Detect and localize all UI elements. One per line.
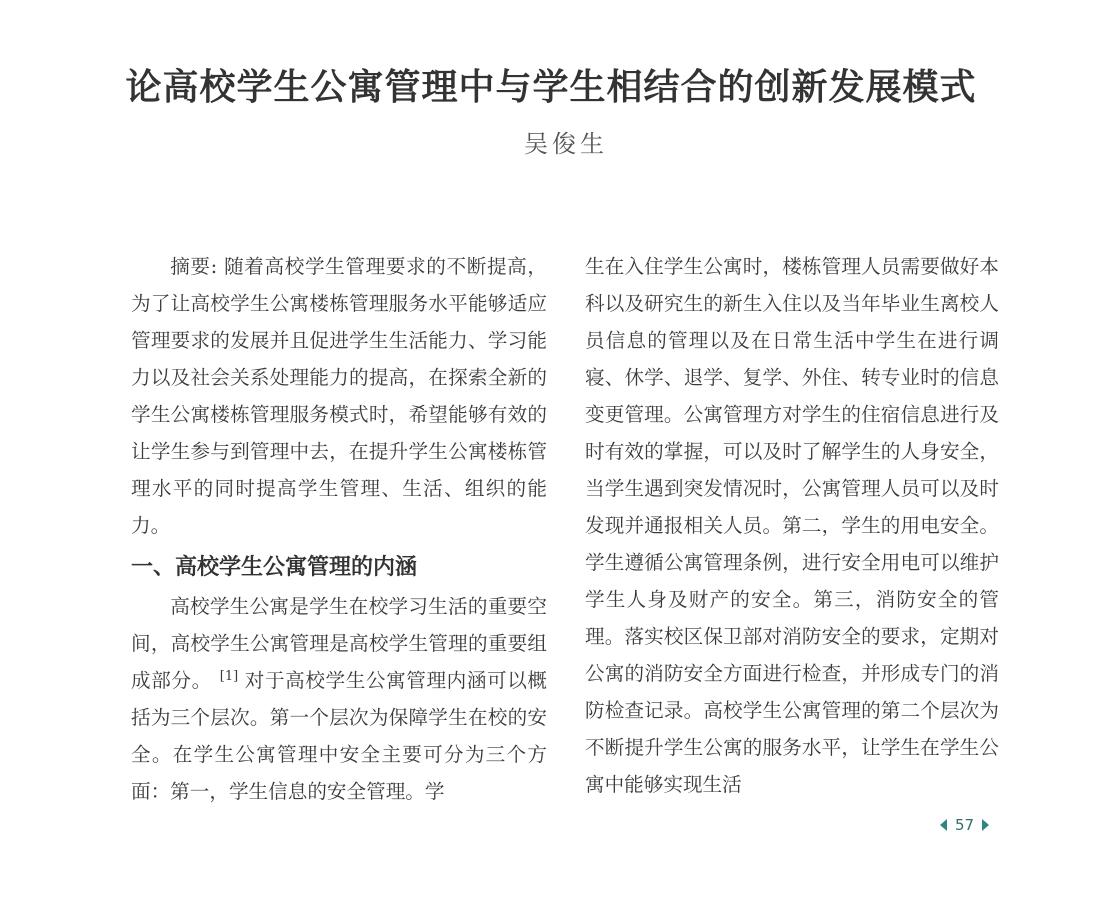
paragraph-text: 高校学生公寓是学生在校学习生活的重要空间，高校学生公寓管理是高校学生管理的重要组成部分。 [131, 595, 547, 692]
body-paragraph-continued: 生在入住学生公寓时，楼栋管理人员需要做好本科以及研究生的新生入住以及当年毕业生离校人员信息的管理以及在日常生活中学生在进行调寝、休学、退学、复学、外住、转专业时的信息变更管理。公寓管理方对学生的住宿信息进行及时有效的掌握，可以及时了解学生的人身安全，当学生遇到突发情况时，公寓管理人员可以及时发现并通报相关人员。第二，学生的用电安全。学生遵循公寓管理条例，进行安全用电可以维护学生人身及财产的安全。第三，消防安全的管理。落实校区保卫部对消防安全的要求，定期对公寓的消防安全方面进行检查，并形成专门的消防检查记录。高校学生公寓管理的第二个层次为不断提升学生公寓的服务水平，让学生在学生公寓中能够实现生活 [585, 255, 999, 796]
page-number: 57 [955, 816, 975, 834]
citation-reference[interactable]: [1] [219, 669, 239, 684]
right-column [585, 248, 999, 803]
previous-page-icon[interactable] [940, 819, 947, 831]
body-paragraph [131, 588, 547, 810]
left-column [131, 248, 547, 810]
next-page-icon[interactable] [982, 819, 989, 831]
paragraph-text: 对于高校学生公寓管理内涵可以概括为三个层次。第一个层次为保障学生在校的安全。在学生公寓管理中安全主要可分为三个方面：第一，学生信息的安全管理。学 [131, 669, 548, 803]
section-heading: 一、高校学生公寓管理的内涵 [131, 555, 418, 580]
abstract-paragraph: 摘要: 随着高校学生管理要求的不断提高，为了让高校学生公寓楼栋管理服务水平能够适应管理要求的发展并且促进学生生活能力、学习能力以及社会关系处理能力的提高，在探索全新的学生公寓楼栋管理服务模式时，希望能够有效的让学生参与到管理中去，在提升学生公寓楼栋管理水平的同时提高学生管理、生活、组织的能力。 [131, 255, 547, 537]
article-title: 论高校学生公寓管理中与学生相结合的创新发展模式 [125, 67, 977, 108]
article-author: 吴俊生 [524, 130, 608, 158]
page-navigator [940, 813, 989, 837]
